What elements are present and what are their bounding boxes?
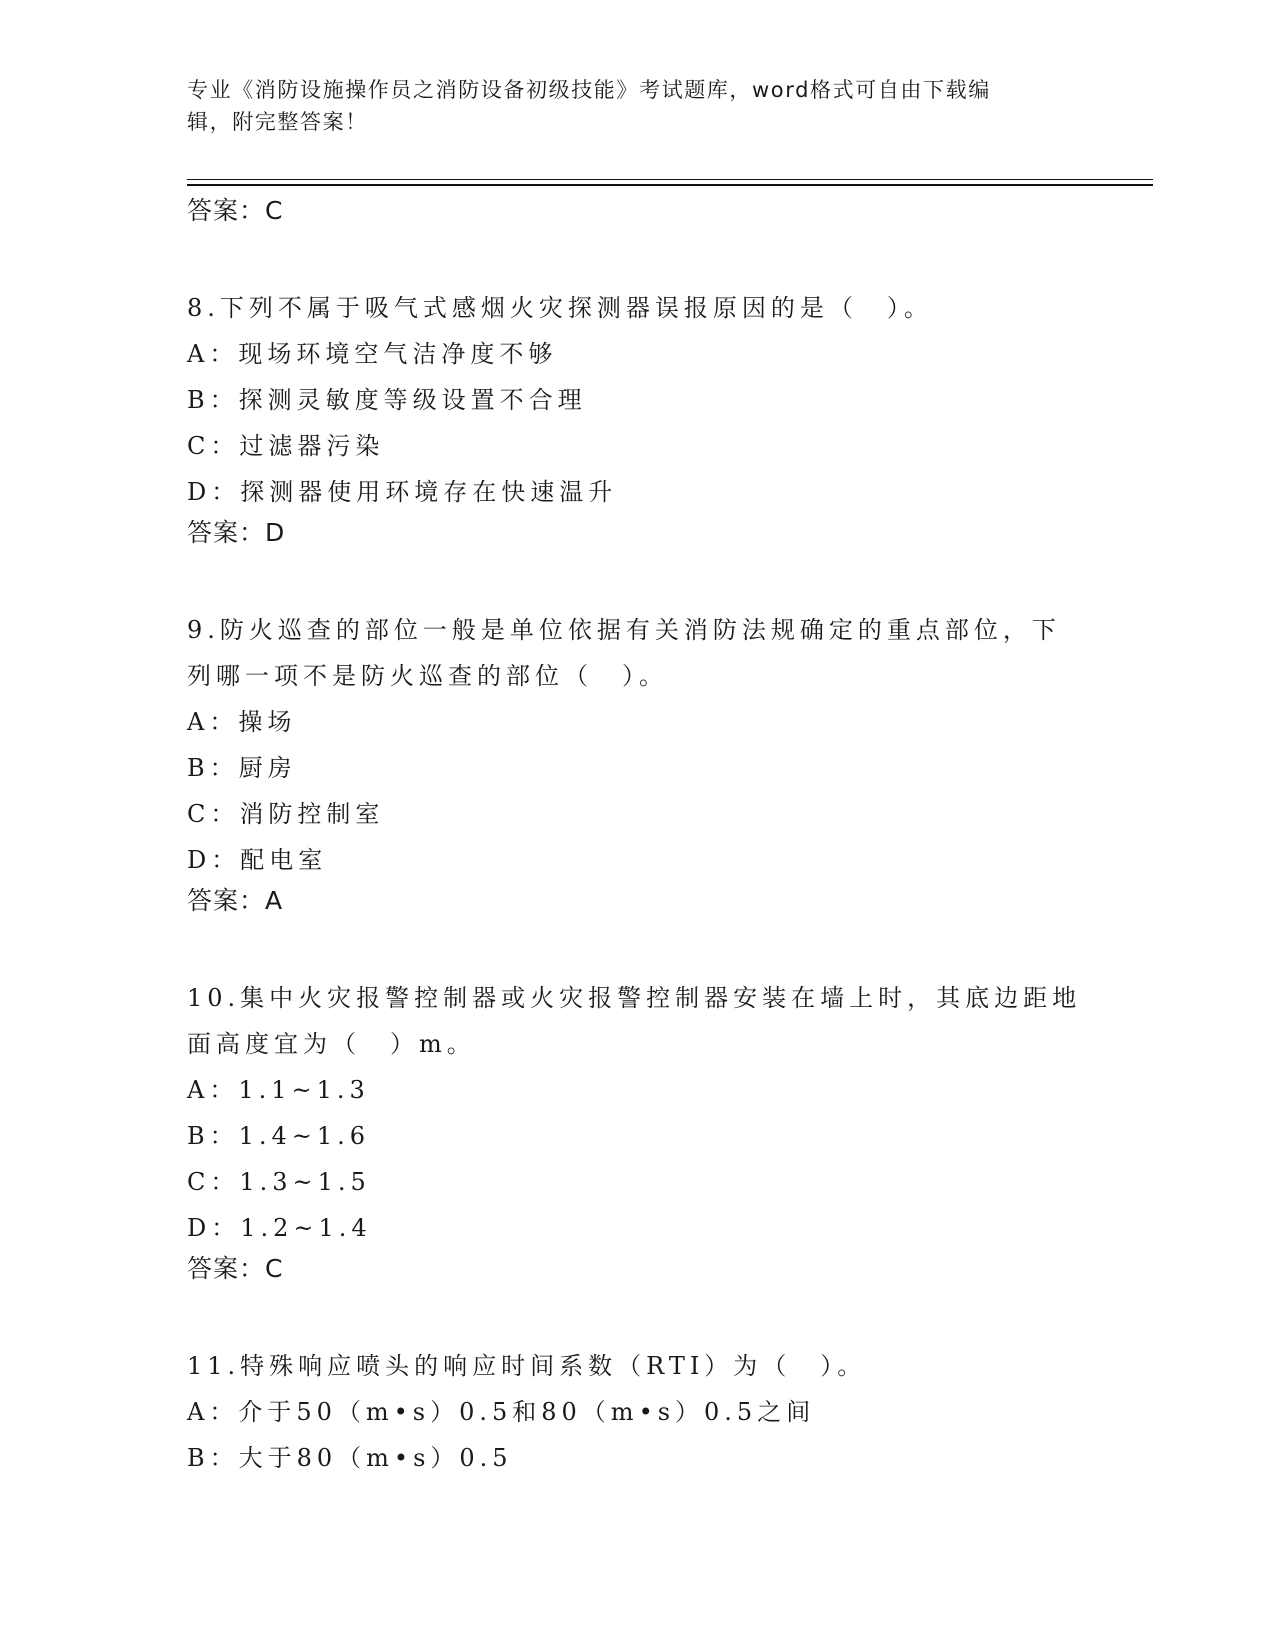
- question-10-option-a: A：1.1~1.3: [187, 1076, 370, 1104]
- question-9-stem-line-1: 9.防火巡查的部位一般是单位依据有关消防法规确定的重点部位，下: [187, 616, 1061, 644]
- question-11-stem: 11.特殊响应喷头的响应时间系数（RTI）为（ ）。: [187, 1352, 867, 1380]
- question-9-option-c: C：消防控制室: [187, 800, 385, 828]
- question-9-option-d: D：配电室: [187, 846, 328, 874]
- header-line-2: 辑，附完整答案！: [187, 110, 368, 134]
- question-10-stem-line-2: 面高度宜为（ ）m。: [187, 1030, 476, 1058]
- question-10-option-b: B：1.4~1.6: [187, 1122, 371, 1150]
- question-10-option-d: D：1.2~1.4: [187, 1214, 372, 1242]
- question-9-option-b: B：厨房: [187, 754, 297, 782]
- header-divider-thick: [187, 184, 1153, 186]
- question-10-answer: 答案：C: [187, 1254, 284, 1283]
- question-8-stem: 8.下列不属于吸气式感烟火灾探测器误报原因的是（ ）。: [187, 294, 933, 322]
- question-8-option-d: D：探测器使用环境存在快速温升: [187, 478, 618, 506]
- question-8-option-a: A：现场环境空气洁净度不够: [187, 340, 558, 368]
- previous-answer: 答案：C: [187, 196, 284, 225]
- question-9-option-a: A：操场: [187, 708, 297, 736]
- question-list: [187, 193, 1087, 1481]
- document-header: [187, 74, 1067, 138]
- question-11-option-a: A：介于50（m•s）0.5和80（m•s）0.5之间: [187, 1398, 816, 1426]
- header-line-1: 专业《消防设施操作员之消防设备初级技能》考试题库，word格式可自由下载编: [187, 78, 991, 102]
- question-10-option-c: C：1.3~1.5: [187, 1168, 371, 1196]
- question-11-option-b: B：大于80（m•s）0.5: [187, 1444, 513, 1472]
- question-8-option-c: C：过滤器污染: [187, 432, 385, 460]
- question-8-option-b: B：探测灵敏度等级设置不合理: [187, 386, 587, 414]
- question-9-stem-line-2: 列哪一项不是防火巡查的部位（ ）。: [187, 662, 668, 690]
- question-9-answer: 答案：A: [187, 886, 284, 915]
- question-10-stem-line-1: 10.集中火灾报警控制器或火灾报警控制器安装在墙上时，其底边距地: [187, 984, 1082, 1012]
- question-8-answer: 答案：D: [187, 518, 286, 547]
- header-divider-thin: [187, 179, 1153, 180]
